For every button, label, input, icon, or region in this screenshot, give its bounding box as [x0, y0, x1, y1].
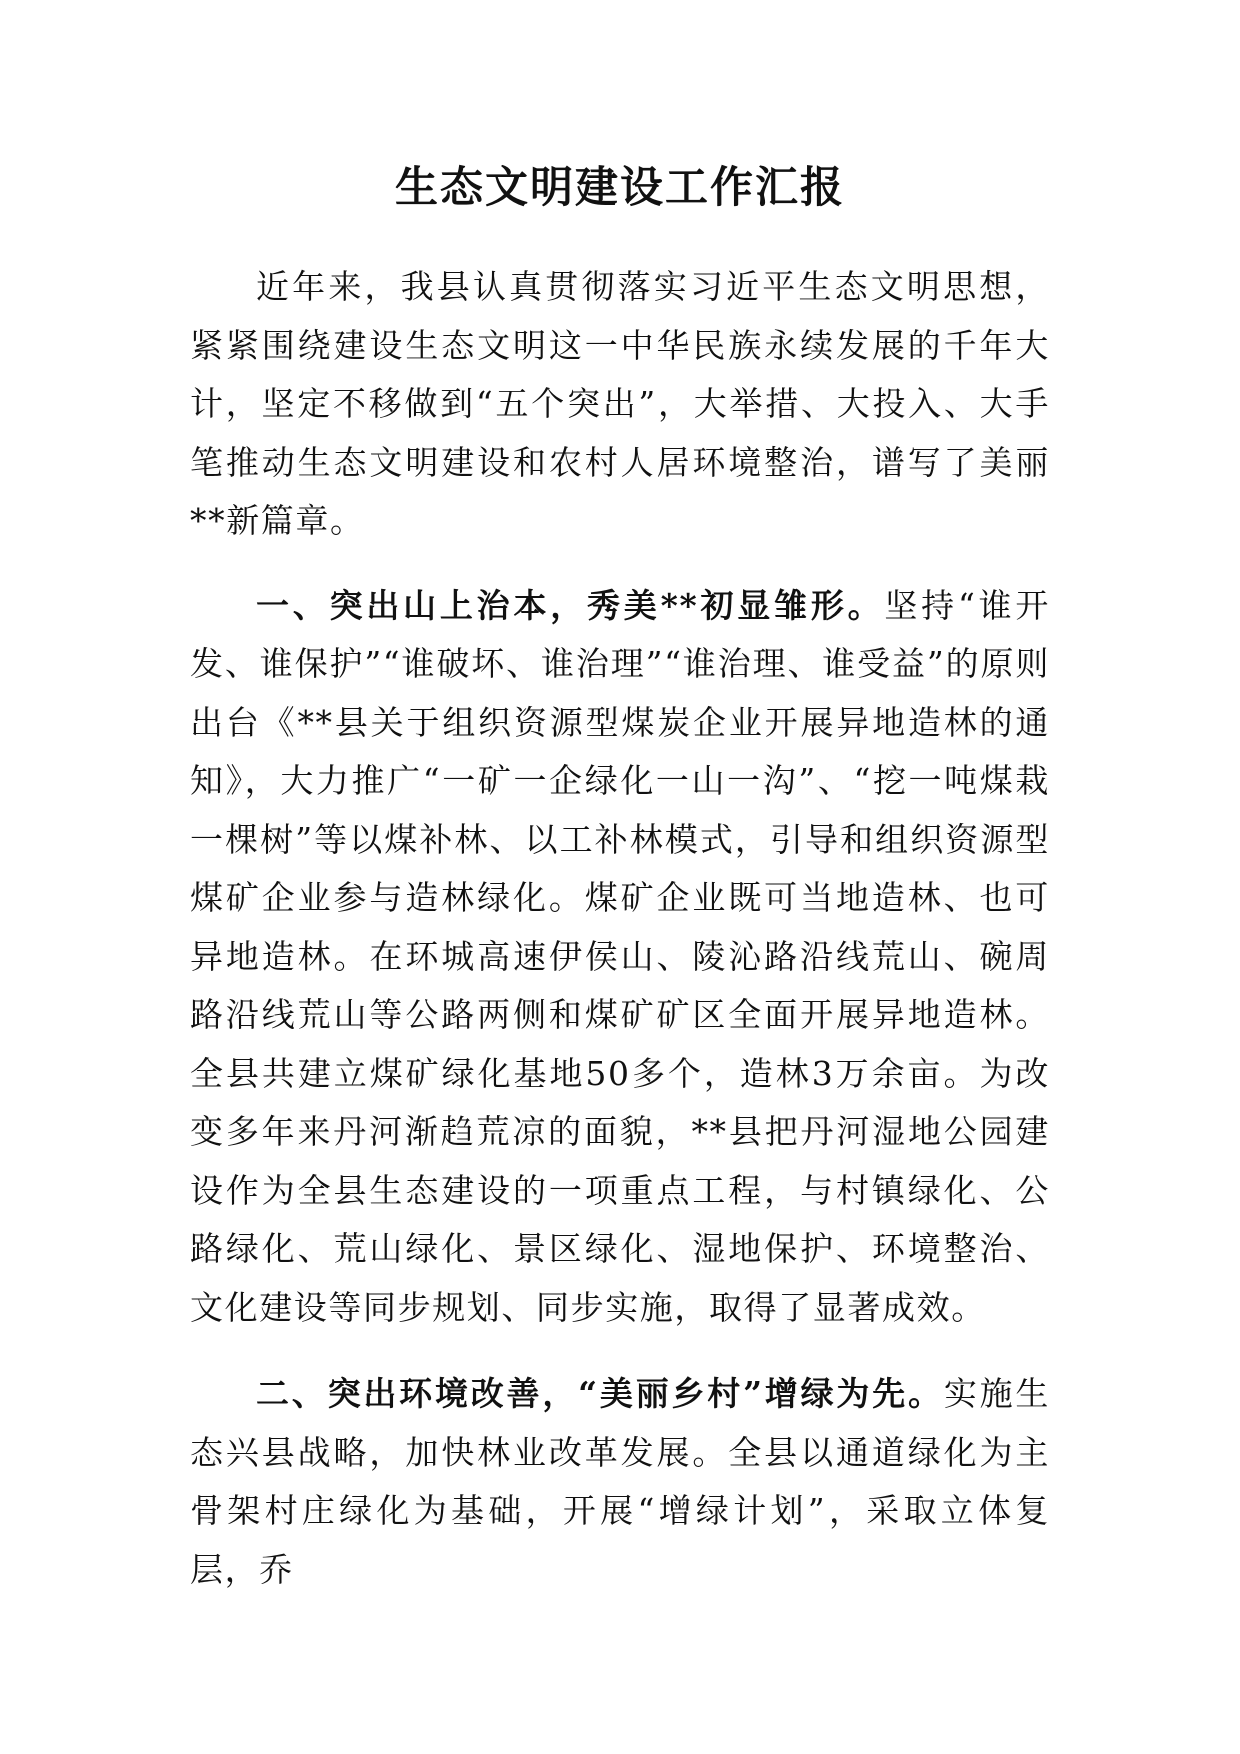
paragraph-text: 近年来，我县认真贯彻落实习近平生态文明思想，紧紧围绕建设生态文明这一中华民族永续发展的千年大计，坚定不移做到“五个突出”，大举措、大投入、大手笔推动生态文明建设和农村人居环境整治，谱写了美丽**新篇章。: [190, 267, 1050, 540]
document-body: [190, 258, 1050, 1615]
section-one-text: 坚持“谁开发、谁保护”“谁破坏、谁治理”“谁治理、谁受益”的原则出台《**县关于组织资源型煤炭企业开展异地造林的通知》，大力推广“一矿一企绿化一山一沟”、“挖一吨煤栽一棵树”等以煤补林、以工补林模式，引导和组织资源型煤矿企业参与造林绿化。煤矿企业既可当地造林、也可异地造林。在环城高速伊侯山、陵沁路沿线荒山、碗周路沿线荒山等公路两侧和煤矿矿区全面开展异地造林。全县共建立煤矿绿化基地50多个，造林3万余亩。为改变多年来丹河渐趋荒凉的面貌，**县把丹河湿地公园建设作为全县生态建设的一项重点工程，与村镇绿化、公路绿化、荒山绿化、景区绿化、湿地保护、环境整治、文化建设等同步规划、同步实施，取得了显著成效。: [190, 585, 1050, 1327]
section-two-text: 实施生态兴县战略，加快林业改革发展。全县以通道绿化为主骨架村庄绿化为基础，开展“增绿计划”，采取立体复层，乔: [190, 1374, 1050, 1589]
section-one-heading: 一、突出山上治本，秀美**初显雏形。: [256, 585, 885, 625]
section-two-heading: 二、突出环境改善，“美丽乡村”增绿为先。: [256, 1374, 944, 1413]
section-two-paragraph: [190, 1365, 1050, 1599]
section-one-paragraph: [190, 577, 1050, 1338]
intro-paragraph: [190, 258, 1050, 551]
document-title: 生态文明建设工作汇报: [395, 163, 845, 213]
